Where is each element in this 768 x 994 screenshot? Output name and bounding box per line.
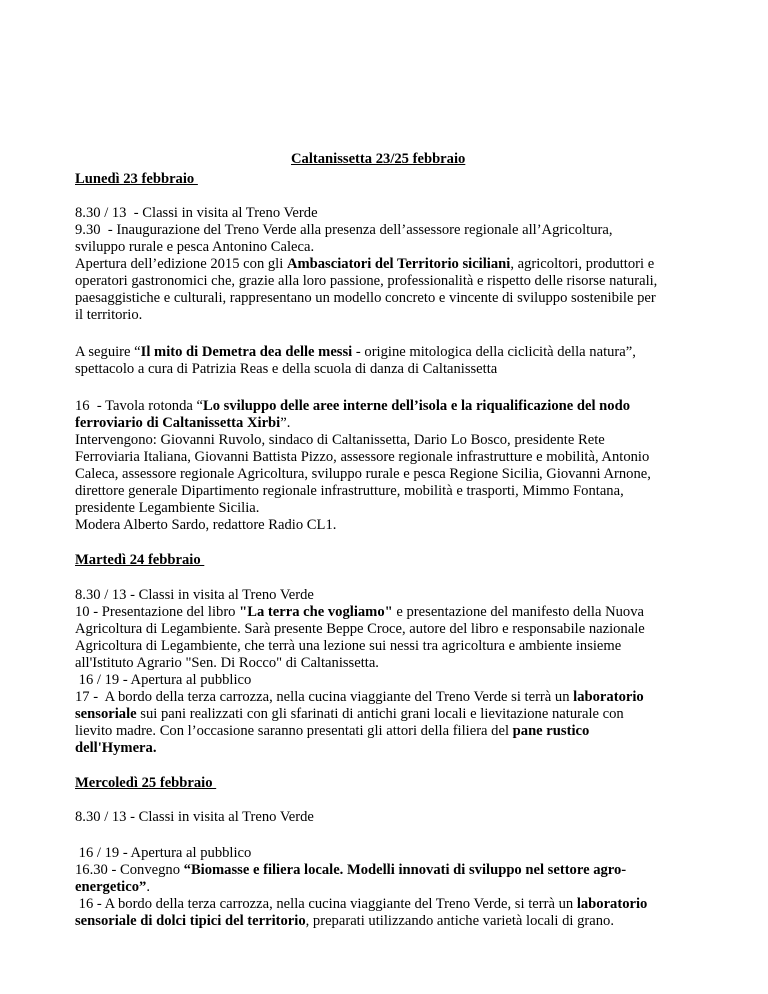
schedule-line: Modera Alberto Sardo, redattore Radio CL1.: [75, 517, 337, 533]
text-run: , agricoltori, produttori e: [510, 256, 655, 272]
text-run: sui pani realizzati con gli sfarinati di antichi grani locali e lievitazione naturale con: [136, 706, 624, 722]
text-run: lievito madre. Con l’occasione saranno presentati gli attori della filiera del: [75, 723, 513, 739]
text-run: ”.: [280, 415, 291, 431]
bold-text: “Biomasse e filiera locale. Modelli innovati di sviluppo nel settore agro-: [183, 862, 627, 878]
bold-text: dell'Hymera.: [75, 740, 157, 756]
bold-text: laboratorio: [576, 896, 648, 912]
bold-text: ferroviario di Caltanissetta Xirbi: [75, 415, 281, 431]
bold-text: energetico”: [75, 879, 147, 895]
schedule-line: [75, 344, 636, 361]
schedule-line: Agricoltura di Legambiente, che terrà una lezione sui nessi tra agricoltura e ambiente insieme: [75, 638, 622, 654]
text-run: A seguire “: [75, 344, 141, 360]
text-run: 16 - A bordo della terza carrozza, nella cucina viaggiante del Treno Verde, si terrà un: [75, 896, 577, 912]
schedule-line: [75, 879, 150, 896]
bold-text: laboratorio: [573, 689, 644, 705]
bold-text: pane rustico: [512, 723, 590, 739]
schedule-line: 8.30 / 13 - Classi in visita al Treno Verde: [75, 809, 314, 825]
schedule-line: 8.30 / 13 - Classi in visita al Treno Verde: [75, 205, 318, 221]
schedule-line: Intervengono: Giovanni Ruvolo, sindaco di Caltanissetta, Dario Lo Bosco, presidente Rete: [75, 432, 605, 448]
schedule-line: 8.30 / 13 - Classi in visita al Treno Verde: [75, 587, 314, 603]
schedule-line: direttore generale Dipartimento regionale infrastrutture, mobilità e trasporti, Mimmo Fontana,: [75, 483, 624, 499]
schedule-line: all'Istituto Agrario "Sen. Di Rocco" di Caltanissetta.: [75, 655, 379, 671]
bold-text: sensoriale: [75, 706, 137, 722]
bold-text: Il mito di Demetra dea delle messi: [140, 344, 353, 360]
text-run: Apertura dell’edizione 2015 con gli: [75, 256, 287, 272]
schedule-line: [75, 706, 624, 723]
bold-text: "La terra che vogliamo": [239, 604, 393, 620]
schedule-line: [75, 256, 654, 273]
schedule-line: [75, 896, 647, 913]
document-title: Caltanissetta 23/25 febbraio: [291, 151, 466, 167]
text-run: 10 - Presentazione del libro: [75, 604, 240, 620]
schedule-line: paesaggistiche e culturali, rappresentano un modello concreto e vincente di sviluppo sostenibile per: [75, 290, 656, 306]
schedule-line: spettacolo a cura di Patrizia Reas e della scuola di danza di Caltanissetta: [75, 361, 498, 377]
schedule-line: 16 / 19 - Apertura al pubblico: [75, 845, 252, 861]
schedule-line: 16 / 19 - Apertura al pubblico: [75, 672, 252, 688]
schedule-line: [75, 723, 589, 740]
schedule-line: [75, 604, 644, 621]
text-run: 17 - A bordo della terza carrozza, nella cucina viaggiante del Treno Verde si terrà un: [75, 689, 574, 705]
schedule-line: operatori gastronomici che, grazie alla loro passione, professionalità e rispetto delle risorse naturali,: [75, 273, 658, 289]
schedule-line: Caleca, assessore regionale Agricoltura, sviluppo rurale e pesca Regione Sicilia, Giovanni Arnone,: [75, 466, 651, 482]
schedule-line: [75, 740, 156, 757]
schedule-line: 9.30 - Inaugurazione del Treno Verde alla presenza dell’assessore regionale all’Agricoltura,: [75, 222, 613, 238]
day-heading-wednesday: Mercoledì 25 febbraio: [75, 775, 217, 791]
day-heading-tuesday: Martedì 24 febbraio: [75, 552, 205, 568]
text-run: 16.30 - Convegno: [75, 862, 184, 878]
text-run: e presentazione del manifesto della Nuova: [392, 604, 644, 620]
schedule-line: [75, 398, 630, 415]
text-run: - origine mitologica della ciclicità della natura”,: [352, 344, 636, 360]
bold-text: Ambasciatori del Territorio siciliani: [286, 256, 511, 272]
text-run: , preparati utilizzando antiche varietà locali di grano.: [305, 913, 614, 929]
schedule-line: il territorio.: [75, 307, 143, 323]
schedule-line: [75, 913, 614, 930]
schedule-line: [75, 689, 644, 706]
text-run: 16 - Tavola rotonda “: [75, 398, 203, 414]
day-heading-monday: Lunedì 23 febbraio: [75, 171, 198, 187]
schedule-line: [75, 862, 626, 879]
bold-text: sensoriale di dolci tipici del territorio: [75, 913, 306, 929]
schedule-line: Agricoltura di Legambiente. Sarà presente Beppe Croce, autore del libro e responsabile nazionale: [75, 621, 645, 637]
schedule-line: presidente Legambiente Sicilia.: [75, 500, 260, 516]
schedule-line: Ferroviaria Italiana, Giovanni Battista Pizzo, assessore regionale infrastrutture e mobilità, Antonio: [75, 449, 650, 465]
text-run: .: [146, 879, 150, 895]
schedule-line: sviluppo rurale e pesca Antonino Caleca.: [75, 239, 315, 255]
bold-text: Lo sviluppo delle aree interne dell’isola e la riqualificazione del nodo: [203, 398, 631, 414]
schedule-line: [75, 415, 290, 432]
